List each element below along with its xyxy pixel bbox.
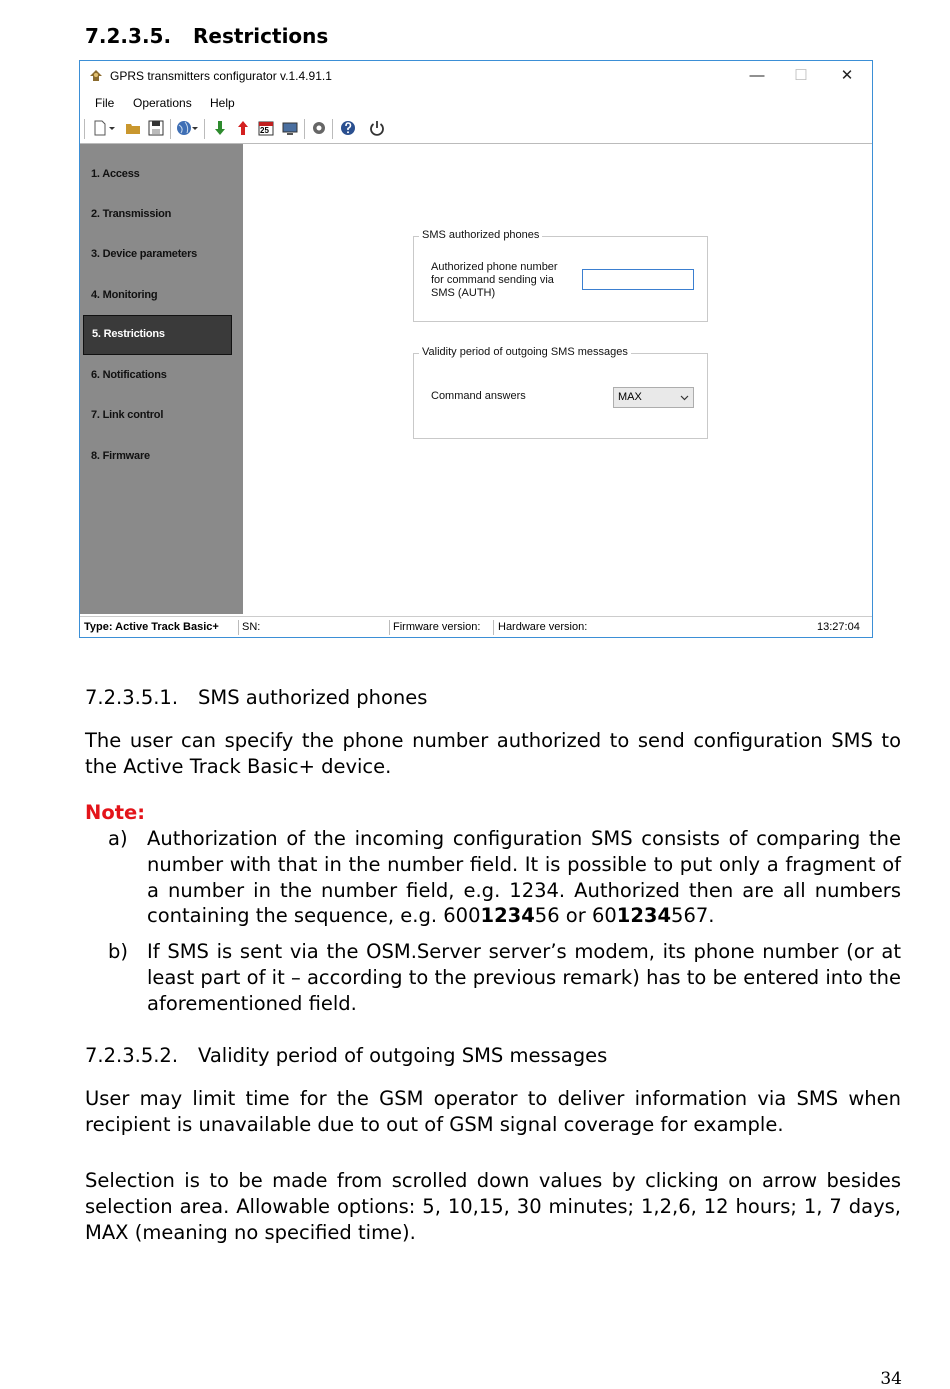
intro-paragraph: The user can specify the phone number authorized to send configuration SMS to the Active Track Basic+ device. <box>85 729 901 778</box>
dropdown-arrow-icon[interactable] <box>108 119 116 137</box>
toolbar-grip <box>84 119 85 139</box>
window-title: GPRS transmitters configurator v.1.4.91.1 <box>110 69 332 83</box>
list-item-letter: b) <box>108 940 128 963</box>
subsection-number: 7.2.3.5.1. <box>85 686 179 709</box>
authorized-phone-label <box>431 261 558 300</box>
download-arrow-icon[interactable] <box>211 119 229 137</box>
command-answers-select[interactable] <box>613 387 694 408</box>
label-line: Authorized phone number <box>431 261 558 273</box>
toolbar <box>80 115 872 144</box>
open-folder-icon[interactable] <box>124 119 142 137</box>
chevron-down-icon <box>680 393 689 402</box>
sidebar-item-link-control[interactable]: 7. Link control <box>91 409 164 421</box>
sidebar-item-transmission[interactable]: 2. Transmission <box>91 208 172 220</box>
sidebar-item-label: 5. Restrictions <box>92 328 165 340</box>
gear-icon[interactable] <box>310 119 328 137</box>
subsection-title: Validity period of outgoing SMS messages <box>198 1044 608 1067</box>
bold-sequence: 1234 <box>480 904 535 928</box>
list-text: 567. <box>671 904 715 928</box>
calendar-day: 25 <box>260 126 269 135</box>
menu-help[interactable]: Help <box>210 96 235 110</box>
app-icon <box>88 68 104 82</box>
label-line: SMS (AUTH) <box>431 287 496 299</box>
list-item-letter: a) <box>108 827 128 850</box>
subsection-number: 7.2.3.5.2. <box>85 1044 179 1067</box>
status-bar <box>80 616 872 638</box>
close-button[interactable]: ✕ <box>840 67 854 84</box>
list-text: Authorization of the incoming configuration SMS consists of comparing the number with that in the number field. It is possible to put only a fragment of a number in the number field, e.g. 1234. Authorized then are all numbers containing the sequence, e.g. 600 <box>147 827 901 928</box>
toolbar-separator <box>304 119 305 139</box>
sidebar-item-monitoring[interactable]: 4. Monitoring <box>91 289 158 301</box>
status-separator <box>238 620 239 635</box>
subsection-heading-1 <box>85 685 427 711</box>
list-text: 56 or 60 <box>534 904 617 928</box>
heading-title: Restrictions <box>193 24 329 48</box>
new-file-icon[interactable] <box>91 119 109 137</box>
save-icon[interactable] <box>147 119 165 137</box>
status-hardware: Hardware version: <box>498 621 588 633</box>
menu-operations[interactable]: Operations <box>133 96 192 110</box>
menu-bar <box>80 93 872 113</box>
title-bar <box>80 61 872 91</box>
status-time: 13:27:04 <box>817 621 860 633</box>
note-label: Note: <box>85 801 146 824</box>
validity-paragraph-2: Selection is to be made from scrolled down values by clicking on arrow besides selection area. Allowable options: 5, 10,15, 30 minutes; 1,2,6, 12 hours; 1, 7 days, MAX (meaning no specified time). <box>85 1169 901 1244</box>
configurator-window <box>79 60 873 638</box>
toolbar-separator <box>170 119 171 139</box>
authorized-phone-input[interactable] <box>582 269 694 290</box>
status-sn: SN: <box>242 621 261 633</box>
sidebar-item-restrictions[interactable] <box>83 315 232 355</box>
label-line: for command sending via <box>431 274 554 286</box>
sms-authorized-phones-legend: SMS authorized phones <box>419 229 542 241</box>
sidebar-item-firmware[interactable]: 8. Firmware <box>91 450 150 462</box>
select-value: MAX <box>618 391 642 403</box>
list-item-b: If SMS is sent via the OSM.Server server’s modem, its phone number (or at least part of it – according to the previous remark) has to be entered into the aforementioned field. <box>147 940 901 1015</box>
calendar-icon[interactable] <box>257 119 275 137</box>
sidebar <box>80 144 243 614</box>
list-item-a <box>147 826 901 929</box>
status-separator <box>389 620 390 635</box>
menu-file[interactable]: File <box>95 96 115 110</box>
validity-period-legend: Validity period of outgoing SMS messages <box>419 346 631 358</box>
subsection-title: SMS authorized phones <box>198 686 428 709</box>
sidebar-item-notifications[interactable]: 6. Notifications <box>91 369 167 381</box>
command-answers-label: Command answers <box>431 390 526 402</box>
help-icon[interactable] <box>339 119 357 137</box>
sidebar-item-device-parameters[interactable]: 3. Device parameters <box>91 248 198 260</box>
status-separator <box>493 620 494 635</box>
toolbar-separator <box>332 119 333 139</box>
sidebar-item-access[interactable]: 1. Access <box>91 168 140 180</box>
power-icon[interactable] <box>368 119 386 137</box>
heading-number: 7.2.3.5. <box>85 24 172 48</box>
upload-arrow-icon[interactable] <box>234 119 252 137</box>
status-type: Type: Active Track Basic+ <box>84 621 219 633</box>
bold-sequence: 1234 <box>616 904 672 928</box>
maximize-button[interactable]: ☐ <box>794 67 808 84</box>
toolbar-separator <box>204 119 205 139</box>
status-firmware: Firmware version: <box>393 621 481 633</box>
validity-paragraph-1: User may limit time for the GSM operator to deliver information via SMS when recipient is unavailable due to out of GSM signal coverage for example. <box>85 1087 901 1136</box>
subsection-heading-2 <box>85 1043 607 1069</box>
section-heading <box>85 24 328 48</box>
dropdown-arrow-icon[interactable] <box>191 119 199 137</box>
monitor-icon[interactable] <box>281 119 299 137</box>
page-number: 34 <box>880 1369 902 1389</box>
minimize-button[interactable]: — <box>749 67 765 84</box>
